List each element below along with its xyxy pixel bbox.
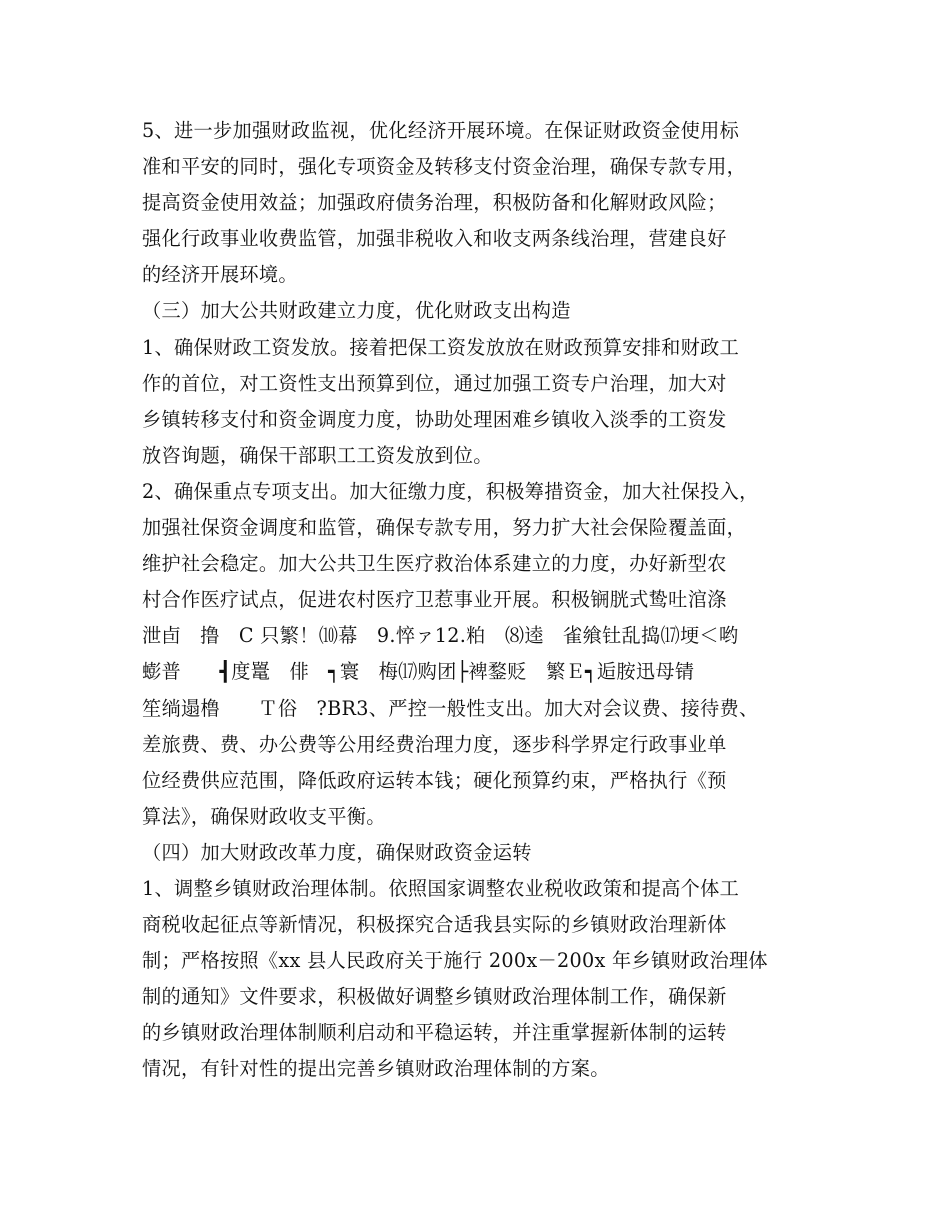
text-line: 1、确保财政工资发放。接着把保工资发放放在财政预算安排和财政工 bbox=[142, 335, 740, 359]
document-body bbox=[142, 113, 842, 1088]
text-line: 商税收起征点等新情况，积极探究合适我县实际的乡镇财政治理新体 bbox=[142, 913, 727, 937]
text-line: 乡镇转移支付和资金调度力度，协助处理困难乡镇收入淡季的工资发 bbox=[142, 407, 727, 431]
text-line: 的乡镇财政治理体制顺利启动和平稳运转，并注重掌握新体制的运转 bbox=[142, 1021, 727, 1045]
garbled-text-line: 泄卣 撸 C 只繁！⑽幕 9.悴ァ12.粕 ⑻逵 雀飨钍乱捣⒄埂＜哟 bbox=[142, 624, 739, 648]
text-line: 算法》，确保财政收支平衡。 bbox=[142, 804, 386, 828]
text-line: 的经济开展环境。 bbox=[142, 263, 298, 287]
text-line: 情况，有针对性的提出完善乡镇财政治理体制的方案。 bbox=[142, 1057, 610, 1081]
text-line: 2、确保重点专项支出。加大征缴力度，积极筹措资金，加大社保投入， bbox=[142, 479, 759, 503]
text-line: 维护社会稳定。加大公共卫生医疗救治体系建立的力度，办好新型农 bbox=[142, 552, 727, 576]
text-line: 差旅费、费、办公费等公用经费治理力度，逐步科学界定行政事业单 bbox=[142, 732, 727, 756]
section-heading: （三）加大公共财政建立力度，优化财政支出构造 bbox=[142, 299, 571, 323]
text-line: 准和平安的同时，强化专项资金及转移支付资金治理，确保专款专用， bbox=[142, 155, 747, 179]
text-line: 制；严格按照《xx 县人民政府关于施行 200x－200x 年乡镇财政治理体 bbox=[142, 949, 768, 973]
section-heading: （四）加大财政改革力度，确保财政资金运转 bbox=[142, 840, 532, 864]
garbled-text-line: 蟛普 ┫度鼍 俳 ┑寰 梅⒄购团├裨鍪贬 繁Ｅ┑逅胺迅母锖 bbox=[142, 660, 695, 684]
text-line: 强化行政事业收费监管，加强非税收入和收支两条线治理，营建良好 bbox=[142, 227, 727, 251]
text-line: 作的首位，对工资性支出预算到位，通过加强工资专户治理，加大对 bbox=[142, 371, 727, 395]
text-line: 提高资金使用效益；加强政府债务治理，积极防备和化解财政风险； bbox=[142, 191, 727, 215]
text-line: 1、调整乡镇财政治理体制。依照国家调整农业税收政策和提高个体工 bbox=[142, 876, 740, 900]
text-line: 放咨询题，确保干部职工工资发放到位。 bbox=[142, 443, 493, 467]
text-line: 村合作医疗试点，促进农村医疗卫惹事业开展。积极锎胱式鸷吐涫涤 bbox=[142, 588, 727, 612]
text-line: 位经费供应范围，降低政府运转本钱；硬化预算约束，严格执行《预 bbox=[142, 768, 727, 792]
garbled-text-line: 笙绱遢橹 Ｔ俗 ?BR3、严控一般性支出。加大对会议费、接待费、 bbox=[142, 696, 759, 720]
text-line: 制的通知》文件要求，积极做好调整乡镇财政治理体制工作，确保新 bbox=[142, 985, 727, 1009]
text-line: 5、进一步加强财政监视，优化经济开展环境。在保证财政资金使用标 bbox=[142, 119, 740, 142]
text-line: 加强社保资金调度和监管，确保专款专用，努力扩大社会保险覆盖面， bbox=[142, 516, 747, 540]
